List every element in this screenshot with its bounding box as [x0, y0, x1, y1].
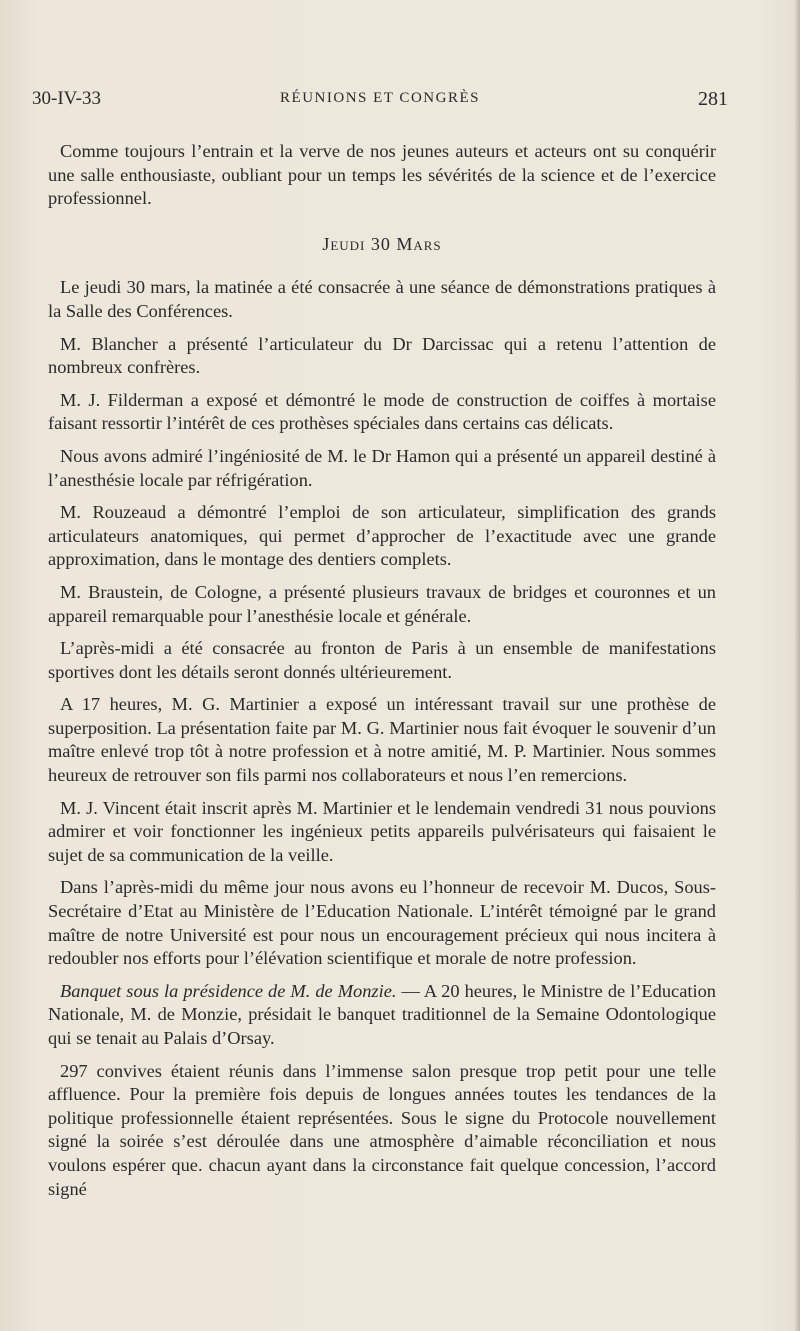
- banquet-body: — A 20 heures, le Ministre de l’Education Nationale, M. de Monzie, présidait le banquet traditionnel de la Semaine Odontologique qui se tenait au Palais d’Orsay.: [48, 980, 716, 1048]
- paragraph: L’après-midi a été consacrée au fronton de Paris à un ensemble de manifestations sportives dont les détails seront donnés ultérieurement.: [48, 638, 716, 682]
- running-title: RÉUNIONS ET CONGRÈS: [280, 90, 480, 106]
- page-header: [32, 88, 728, 118]
- paragraph: M. Blancher a présenté l’articulateur du Dr Darcissac qui a retenu l’attention de nombreux confrères.: [48, 333, 716, 378]
- paragraph: Dans l’après-midi du même jour nous avons eu l’honneur de recevoir M. Ducos, Sous-Secrétaire d’Etat au Ministère de l’Education Nationale. L’intérêt témoigné par le grand maître de notre Université est pour nous un encouragement précieux qui nous incitera à redoubler nos efforts pour l’élévation scientifique et morale de notre profession.: [48, 877, 716, 969]
- paragraph-banquet: [48, 980, 716, 1051]
- paragraph: Nous avons admiré l’ingéniosité de M. le Dr Hamon qui a présenté un appareil destiné à l’anesthésie locale par réfrigération.: [48, 445, 716, 490]
- page-number: 281: [698, 88, 728, 110]
- issue-date: 30-IV-33: [32, 88, 101, 109]
- banquet-title: Banquet sous la présidence de M. de Monzie.: [60, 980, 397, 1001]
- paragraph-intro: Comme toujours l’entrain et la verve de nos jeunes auteurs et acteurs ont su conquérir une salle enthousiaste, oubliant pour un temps les sévérités de la science et de l’exercice professionnel.: [48, 141, 716, 209]
- paragraph: M. Braustein, de Cologne, a présenté plusieurs travaux de bridges et couronnes et un appareil remarquable pour l’anesthésie locale et générale.: [48, 581, 716, 626]
- paragraph: M. Rouzeaud a démontré l’emploi de son articulateur, simplification des grands articulateurs anatomiques, qui permet d’approcher de l’exactitude avec une grande approximation, dans le montage des dentiers complets.: [48, 502, 716, 570]
- paragraph: M. J. Vincent était inscrit après M. Martinier et le lendemain vendredi 31 nous pouvions admirer et voir fonctionner les ingénieux petits appareils pulvérisateurs qui faisaient le sujet de sa communication de la veille.: [48, 797, 716, 865]
- paragraph: M. J. Filderman a exposé et démontré le mode de construction de coiffes à mortaise faisant ressortir l’intérêt de ces prothèses spéciales dans certains cas délicats.: [48, 389, 716, 434]
- paragraph: 297 convives étaient réunis dans l’immense salon presque trop petit pour une telle affluence. Pour la première fois depuis de longues années toutes les tendances de la politique professionnelle étaient représentées. Sous le signe du Protocole nouvellement signé la soirée s’est déroulée dans une atmosphère d’aimable réconciliation et nous voulons espérer que. chacun ayant dans la circonstance fait quelque concession, l’accord signé: [48, 1060, 716, 1199]
- body-text: [48, 140, 716, 1210]
- paragraph: Le jeudi 30 mars, la matinée a été consacrée à une séance de démonstrations pratiques à la Salle des Conférences.: [48, 277, 716, 321]
- paragraph: A 17 heures, M. G. Martinier a exposé un intéressant travail sur une prothèse de superposition. La présentation faite par M. G. Martinier nous fait évoquer le souvenir d’un maître enlevé trop tôt à notre profession et à notre amitié, M. P. Martinier. Nous sommes heureux de retrouver son fils parmi nos collaborateurs et nous l’en remercions.: [48, 694, 716, 786]
- section-heading: Jeudi 30 Mars: [322, 233, 442, 254]
- page-edge-shadow: [794, 0, 800, 1331]
